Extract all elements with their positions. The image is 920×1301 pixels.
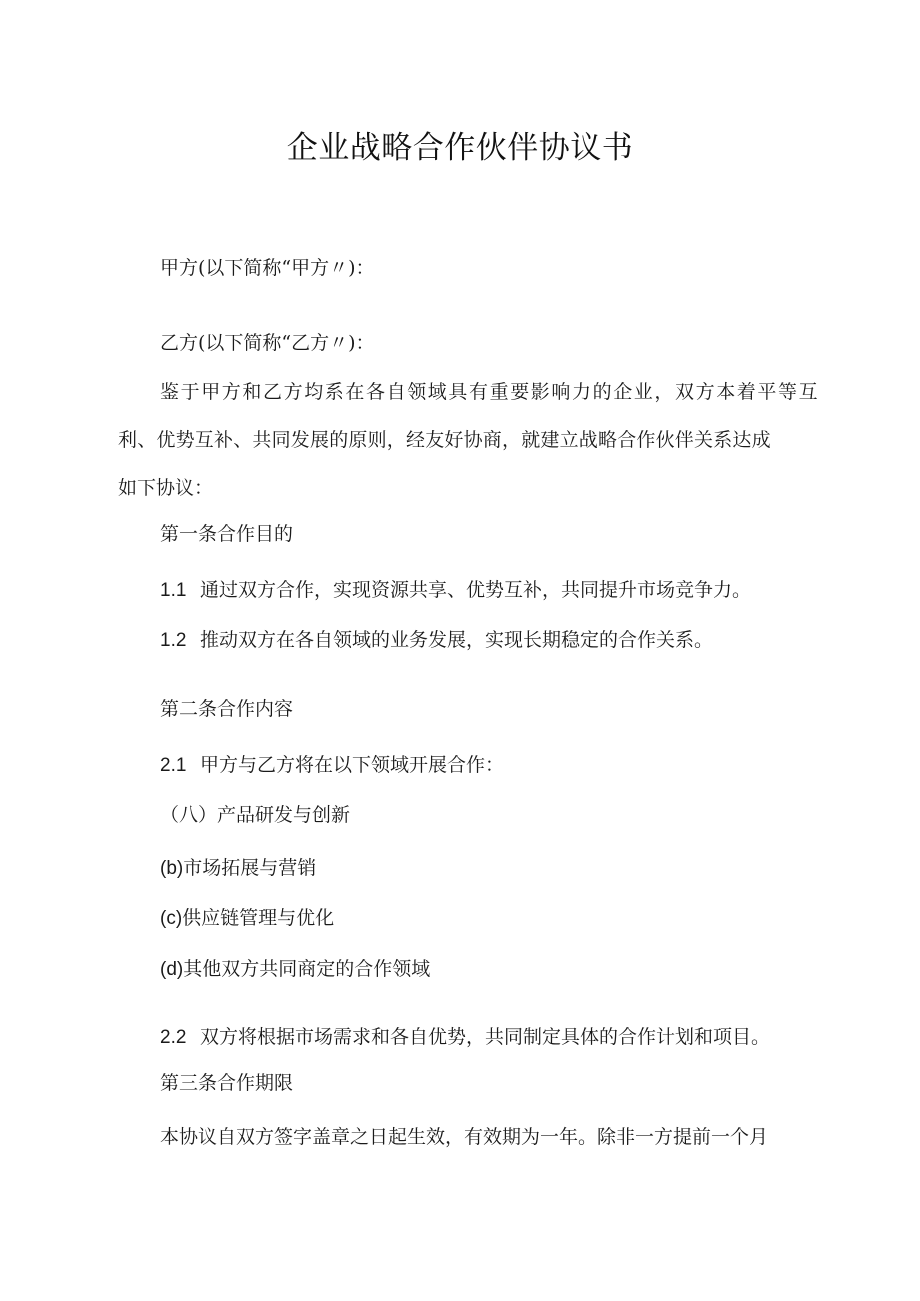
subitem-label: (b)	[160, 858, 184, 879]
item-text: 双方将根据市场需求和各自优势，共同制定具体的合作计划和项目。	[200, 1026, 771, 1048]
article-1-heading: 第一条合作目的	[160, 523, 294, 545]
article-3-heading: 第三条合作期限	[160, 1072, 294, 1094]
preamble-line-2: 利、优势互补、共同发展的原则，经友好协商，就建立战略合作伙伴关系达成	[118, 429, 771, 451]
document-title: 企业战略合作伙伴协议书	[286, 130, 634, 166]
article-2-subitem-b	[160, 856, 316, 881]
item-number: 2.1	[160, 755, 187, 776]
item-number: 1.1	[160, 580, 187, 601]
party-b-line: 乙方(以下简称“乙方〃)：	[160, 332, 375, 354]
article-2-heading: 第二条合作内容	[160, 698, 294, 720]
article-2-item-2	[160, 1025, 770, 1050]
subitem-text: 市场拓展与营销	[183, 857, 317, 879]
article-2-subitem-c	[160, 906, 334, 931]
subitem-text: 产品研发与创新	[217, 804, 351, 826]
article-2-subitem-a	[160, 803, 350, 827]
item-text: 推动双方在各自领域的业务发展，实现长期稳定的合作关系。	[200, 629, 714, 651]
article-1-item-2	[160, 628, 713, 653]
party-a-line: 甲方(以下简称“甲方〃)：	[160, 257, 375, 279]
subitem-label: (c)	[160, 908, 183, 929]
subitem-text: 其他双方共同商定的合作领域	[183, 958, 431, 980]
article-1-item-1	[160, 578, 751, 603]
item-text: 甲方与乙方将在以下领域开展合作：	[200, 754, 505, 776]
subitem-label: （八）	[160, 804, 218, 826]
article-2-subitem-d	[160, 957, 430, 982]
article-3-text: 本协议自双方签字盖章之日起生效，有效期为一年。除非一方提前一个月	[160, 1126, 769, 1148]
item-number: 2.2	[160, 1027, 187, 1048]
article-2-item-1	[160, 753, 504, 778]
subitem-label: (d)	[160, 959, 184, 980]
subitem-text: 供应链管理与优化	[182, 907, 335, 929]
preamble-line-3: 如下协议：	[118, 477, 214, 499]
preamble-line-1: 鉴于甲方和乙方均系在各自领域具有重要影响力的企业，双方本着平等互	[160, 381, 820, 403]
item-number: 1.2	[160, 630, 187, 651]
item-text: 通过双方合作，实现资源共享、优势互补，共同提升市场竞争力。	[200, 579, 752, 601]
